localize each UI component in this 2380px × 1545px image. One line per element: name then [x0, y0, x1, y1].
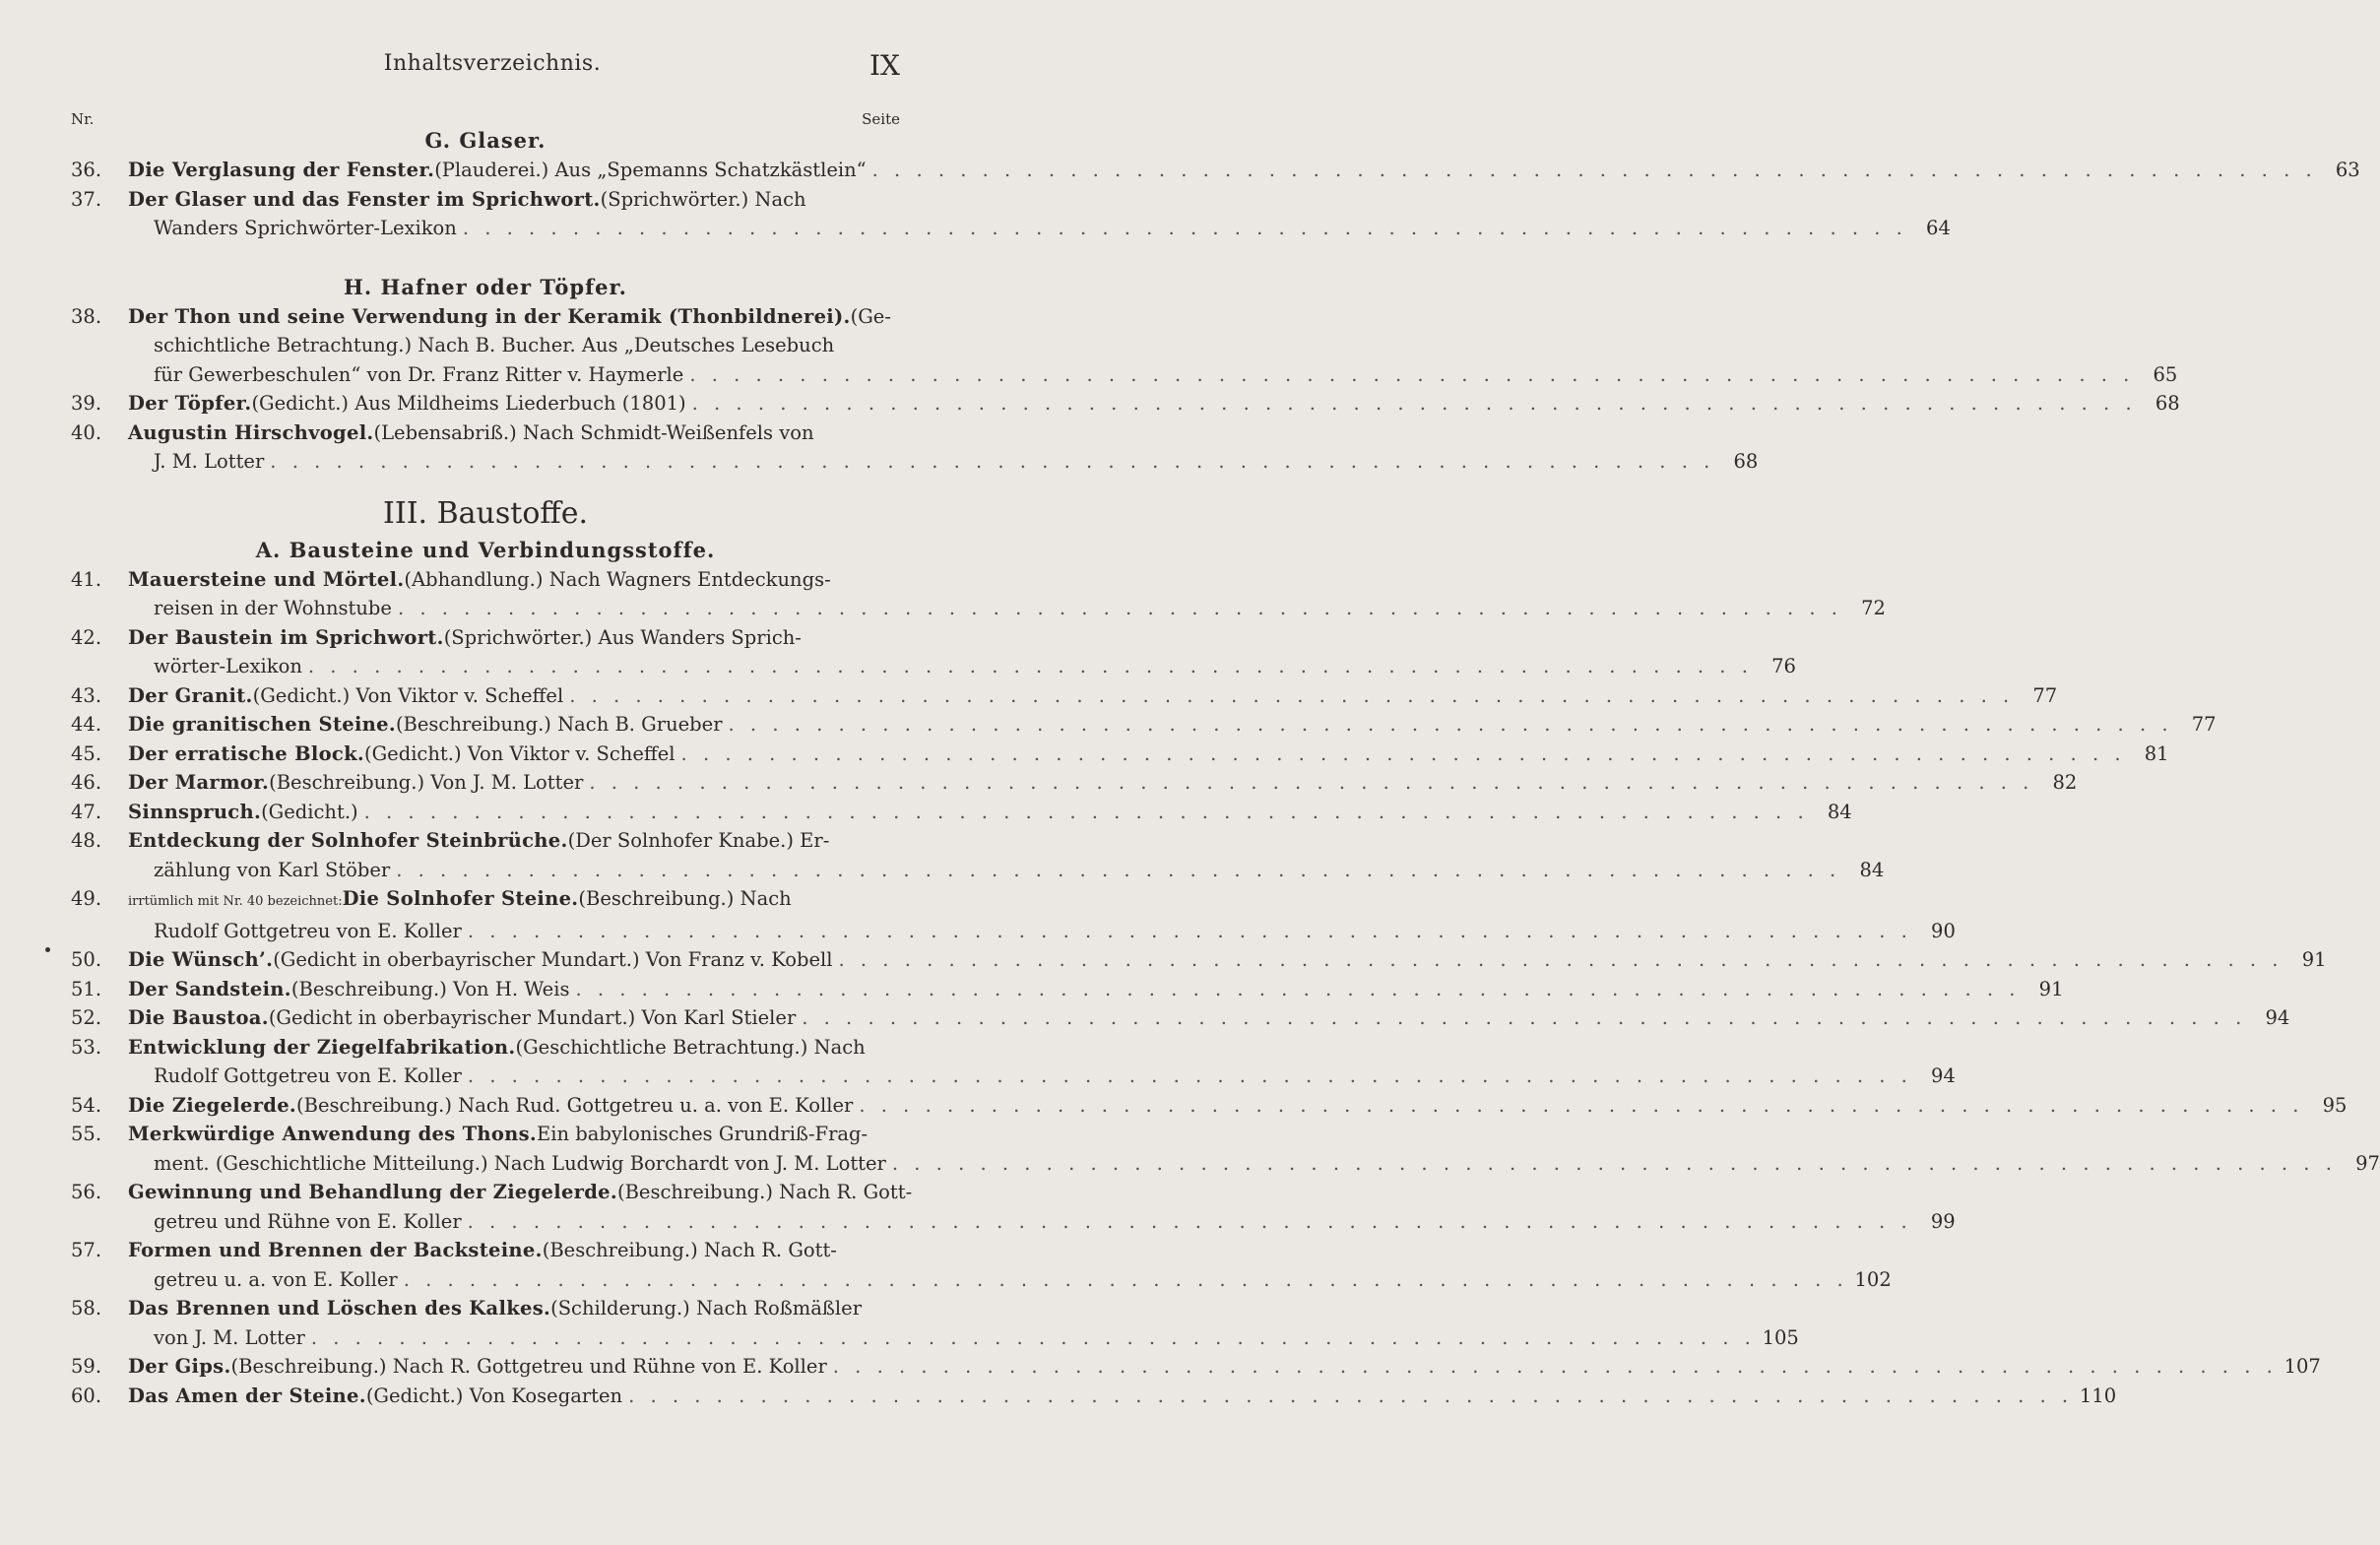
entry-page: 94 — [2265, 1006, 2290, 1029]
toc-entry — [71, 975, 2064, 1004]
entry-page: 90 — [1931, 919, 1956, 942]
entry-description: (Beschreibung.) Nach B. Grueber — [395, 713, 723, 736]
entry-description: (Beschreibung.) Nach R. Gott- — [616, 1181, 913, 1203]
toc-entry — [71, 798, 1852, 827]
entry-continuation: ment. (Geschichtliche Mitteilung.) Nach Ludwig Borchardt von J. M. Lotter — [154, 1151, 886, 1175]
entry-title: Der Glaser und das Fenster im Sprichwort. — [128, 187, 601, 211]
toc-entry — [71, 740, 2169, 769]
entry-number: 46. — [71, 771, 102, 794]
entry-description: (Gedicht.) Aus Mildheims Liederbuch (1801) — [251, 392, 686, 415]
entry-page: 102 — [1854, 1267, 1892, 1291]
entry-number: 59. — [71, 1355, 102, 1378]
entry-number: 60. — [71, 1384, 102, 1407]
toc-entry — [71, 768, 2078, 798]
toc-entry — [71, 418, 1759, 477]
entry-continuation: schichtliche Betrachtung.) Nach B. Bucher. Aus „Deutsches Lesebuch — [154, 334, 835, 356]
column-head-number: Nr. — [71, 110, 95, 128]
running-title: Inhaltsverzeichnis. — [383, 51, 602, 76]
entry-number: 47. — [71, 800, 102, 823]
toc-entry — [71, 1178, 1956, 1236]
entry-title: Der Sandstein. — [128, 977, 291, 1000]
entry-number: 43. — [71, 683, 102, 707]
entry-description: Ein babylonisches Grundriß-Frag- — [537, 1123, 868, 1145]
entry-number: 44. — [71, 713, 102, 736]
column-head-page: Seite — [862, 110, 900, 128]
toc-entry — [71, 1382, 2117, 1411]
entry-title: Die Ziegelerde. — [128, 1093, 297, 1117]
section-heading-hafner: H. Hafner oder Töpfer. — [344, 274, 627, 299]
entry-description: (Plauderei.) Aus „Spemanns Schatzkästlein“ — [434, 159, 867, 181]
part-heading-baustoffe: III. Baustoffe. — [383, 495, 588, 531]
entry-page: 68 — [1733, 450, 1759, 473]
entry-description: (Lebensabriß.) Nach Schmidt-Weißenfels von — [373, 420, 814, 444]
page-number: IX — [869, 49, 900, 82]
entry-page: 76 — [1771, 655, 1796, 677]
entry-number: 37. — [71, 187, 102, 211]
toc-entry — [71, 623, 1796, 681]
entry-number: 55. — [71, 1123, 102, 1145]
entry-page: 77 — [2032, 683, 2058, 707]
entry-title: Augustin Hirschvogel. — [128, 420, 374, 444]
section-heading-bausteine: A. Bausteine und Verbindungsstoffe. — [255, 537, 716, 562]
entry-description: (Gedicht.) — [261, 800, 358, 823]
entry-title: Formen und Brennen der Backsteine. — [128, 1239, 543, 1261]
entry-description: (Schilderung.) Nach Roßmäßler — [550, 1297, 863, 1320]
toc-entry — [71, 945, 2327, 975]
entry-title: Gewinnung und Behandlung der Ziegelerde. — [128, 1181, 617, 1203]
entry-page: 77 — [2191, 713, 2217, 736]
entry-page: 72 — [1861, 597, 1886, 619]
toc-entry — [71, 185, 1951, 243]
entry-page: 95 — [2322, 1093, 2348, 1117]
entry-number: 40. — [71, 420, 102, 444]
entry-description: (Gedicht.) Von Viktor v. Scheffel — [252, 683, 564, 707]
toc-entry — [71, 884, 1956, 945]
entry-page: 91 — [2301, 948, 2327, 971]
entry-page: 107 — [2284, 1355, 2321, 1378]
entry-description: (Geschichtliche Betrachtung.) Nach — [515, 1035, 866, 1059]
entry-title: Die Wünsch’. — [128, 948, 274, 971]
entry-number: 50. — [71, 948, 102, 971]
entry-number: 41. — [71, 567, 102, 591]
entry-continuation: Wanders Sprichwörter-Lexikon — [154, 217, 457, 239]
entry-description: (Gedicht.) Von Viktor v. Scheffel — [363, 741, 675, 765]
entry-title: Der erratische Block. — [128, 741, 364, 765]
entry-title: Die Baustoa. — [128, 1006, 269, 1029]
entry-title: Der Granit. — [128, 683, 253, 707]
entry-continuation: getreu u. a. von E. Koller — [154, 1267, 398, 1291]
toc-entry — [71, 156, 2360, 185]
toc-content — [71, 126, 2380, 1410]
entry-title: Die granitischen Steine. — [128, 713, 396, 736]
entry-page: 63 — [2335, 159, 2360, 181]
entry-title: Der Töpfer. — [128, 392, 252, 415]
entry-page: 94 — [1931, 1064, 1956, 1087]
toc-entry — [71, 302, 2178, 390]
entry-title: Merkwürdige Anwendung des Thons. — [128, 1123, 538, 1145]
entry-number: 52. — [71, 1006, 102, 1029]
entry-number: 53. — [71, 1035, 102, 1059]
entry-continuation: zählung von Karl Stöber — [154, 858, 391, 881]
entry-number: 42. — [71, 625, 102, 649]
entry-number: 57. — [71, 1239, 102, 1261]
entry-continuation: wörter-Lexikon — [154, 655, 302, 677]
entry-title: Das Amen der Steine. — [128, 1384, 366, 1407]
toc-entry — [71, 389, 2180, 418]
entry-description: (Sprichwörter.) Aus Wanders Sprich- — [443, 625, 802, 649]
entry-description: (Der Solnhofer Knabe.) Er- — [567, 829, 830, 852]
entry-number: 49. — [71, 887, 102, 910]
entry-title: Das Brennen und Löschen des Kalkes. — [128, 1297, 551, 1320]
entry-page: 97 — [2355, 1151, 2380, 1175]
entry-description: (Beschreibung.) Nach R. Gottgetreu und Rühne von E. Koller — [230, 1355, 827, 1378]
entry-title: Die Solnhofer Steine. — [342, 887, 579, 910]
ink-spot — [45, 947, 50, 952]
toc-entry — [71, 565, 1886, 623]
entry-number: 51. — [71, 977, 102, 1000]
entry-description: (Gedicht.) Von Kosegarten — [365, 1384, 623, 1407]
entry-title: Entdeckung der Solnhofer Steinbrüche. — [128, 829, 568, 852]
entry-title: Der Thon und seine Verwendung in der Keramik (Thonbildnerei). — [128, 304, 851, 328]
toc-entry — [71, 1294, 1799, 1352]
entry-note: irrtümlich mit Nr. 40 bezeichnet: — [128, 894, 343, 909]
entry-page: 110 — [2079, 1384, 2117, 1407]
entry-title: Die Verglasung der Fenster. — [128, 159, 435, 181]
section-heading-glaser: G. Glaser. — [424, 128, 547, 153]
entry-continuation: J. M. Lotter — [154, 450, 265, 473]
toc-entry — [71, 1091, 2348, 1121]
entry-page: 81 — [2144, 741, 2169, 765]
entry-page: 84 — [1859, 858, 1885, 881]
toc-entry — [71, 1033, 1956, 1091]
entry-title: Der Baustein im Sprichwort. — [128, 625, 444, 649]
toc-entry — [71, 681, 2058, 711]
entry-description: (Gedicht in oberbayrischer Mundart.) Von Karl Stieler — [268, 1006, 797, 1029]
entry-continuation: getreu und Rühne von E. Koller — [154, 1209, 462, 1233]
entry-continuation: für Gewerbeschulen“ von Dr. Franz Ritter v. Haymerle — [154, 362, 684, 386]
toc-entry — [71, 826, 1885, 884]
entry-continuation: reisen in der Wohnstube — [154, 597, 392, 619]
entry-number: 38. — [71, 304, 102, 328]
toc-entry — [71, 710, 2217, 740]
entry-title: Der Gips. — [128, 1355, 231, 1378]
toc-entry — [71, 1003, 2290, 1033]
entry-description: (Sprichwörter.) Nach — [600, 187, 806, 211]
entry-page: 105 — [1762, 1325, 1799, 1349]
entry-title: Mauersteine und Mörtel. — [128, 567, 405, 591]
entry-page: 84 — [1827, 800, 1852, 823]
entry-page: 99 — [1930, 1209, 1956, 1233]
entry-continuation: von J. M. Lotter — [154, 1325, 305, 1349]
toc-entry — [71, 1236, 1892, 1294]
entry-description: (Abhandlung.) Nach Wagners Entdeckungs- — [404, 567, 831, 591]
entry-title: Sinnspruch. — [128, 800, 262, 823]
entry-page: 64 — [1926, 217, 1951, 239]
entry-page: 65 — [2153, 362, 2178, 386]
entry-page: 91 — [2038, 977, 2064, 1000]
entry-description: (Gedicht in oberbayrischer Mundart.) Von Franz v. Kobell — [273, 948, 833, 971]
entry-page: 68 — [2155, 392, 2180, 415]
entry-number: 39. — [71, 392, 102, 415]
entry-title: Der Marmor. — [128, 771, 270, 794]
toc-entry — [71, 1120, 2380, 1178]
entry-description: (Beschreibung.) Von H. Weis — [290, 977, 570, 1000]
entry-continuation: Rudolf Gottgetreu von E. Koller — [154, 1064, 462, 1087]
entry-number: 36. — [71, 159, 102, 181]
entry-description: (Beschreibung.) Von J. M. Lotter — [269, 771, 584, 794]
entry-number: 48. — [71, 829, 102, 852]
entry-description: (Ge- — [850, 304, 891, 328]
entry-page: 82 — [2052, 771, 2078, 794]
entry-description: (Beschreibung.) Nach R. Gott- — [542, 1239, 837, 1261]
entry-description: (Beschreibung.) Nach — [578, 887, 792, 910]
entry-number: 58. — [71, 1297, 102, 1320]
entry-number: 45. — [71, 741, 102, 765]
toc-entry — [71, 1352, 2321, 1382]
entry-continuation: Rudolf Gottgetreu von E. Koller — [154, 919, 462, 942]
entry-description: (Beschreibung.) Nach Rud. Gottgetreu u. a. von E. Koller — [296, 1093, 854, 1117]
entry-number: 54. — [71, 1093, 102, 1117]
entry-number: 56. — [71, 1181, 102, 1203]
entry-title: Entwicklung der Ziegelfabrikation. — [128, 1035, 516, 1059]
